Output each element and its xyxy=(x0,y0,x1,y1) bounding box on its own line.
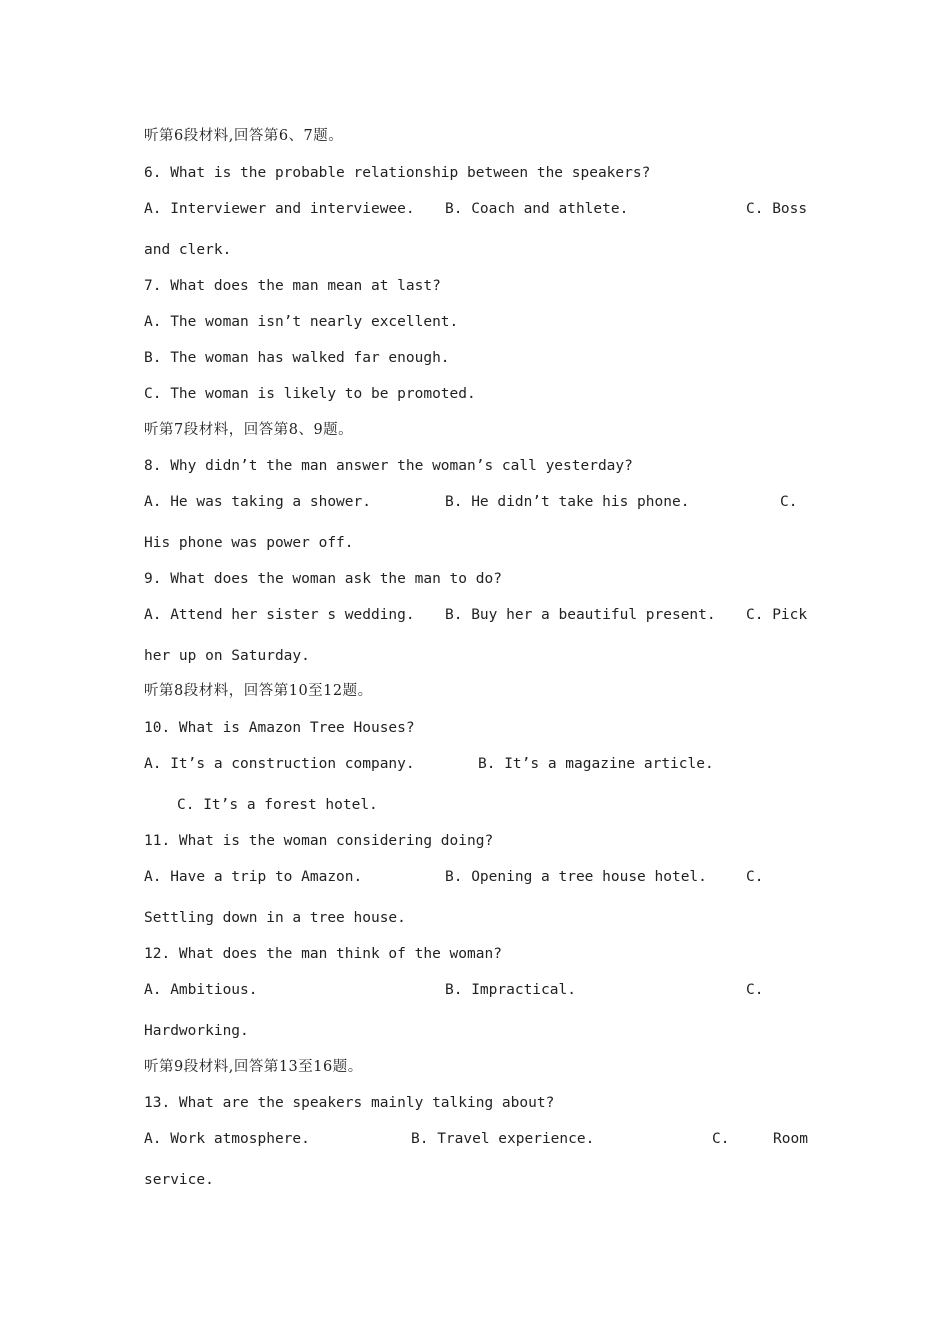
question-7-option-c: C. The woman is likely to be promoted. xyxy=(144,386,476,402)
question-8-option-c-continued: His phone was power off. xyxy=(144,535,354,551)
question-13-option-c-word: Room xyxy=(773,1131,808,1147)
question-12-option-c-continued: Hardworking. xyxy=(144,1023,249,1039)
section-heading-6: 听第6段材料,回答第6、7题。 xyxy=(144,128,344,144)
question-6-option-a: A. Interviewer and interviewee. xyxy=(144,201,415,217)
question-8-option-a: A. He was taking a shower. xyxy=(144,494,371,510)
question-7-option-b: B. The woman has walked far enough. xyxy=(144,350,450,366)
question-13-option-c-continued: service. xyxy=(144,1172,214,1188)
question-6-option-c: C. Boss xyxy=(746,201,808,217)
question-12-stem: 12. What does the man think of the woman? xyxy=(144,946,502,962)
question-7-stem: 7. What does the man mean at last? xyxy=(144,278,441,294)
question-13-option-c: C. xyxy=(712,1131,730,1147)
question-10-option-a: A. It’s a construction company. xyxy=(144,756,415,772)
question-11-option-c-continued: Settling down in a tree house. xyxy=(144,910,406,926)
question-7-option-a: A. The woman isn’t nearly excellent. xyxy=(144,314,459,330)
question-9-stem: 9. What does the woman ask the man to do? xyxy=(144,571,502,587)
question-10-option-b: B. It’s a magazine article. xyxy=(478,756,714,772)
question-11-option-c: C. xyxy=(746,869,764,885)
question-8-option-c: C. xyxy=(780,494,798,510)
question-6-option-c-continued: and clerk. xyxy=(144,242,232,258)
question-12-option-c: C. xyxy=(746,982,764,998)
question-6-option-b: B. Coach and athlete. xyxy=(445,201,629,217)
question-13-option-b: B. Travel experience. xyxy=(411,1131,595,1147)
question-10-stem: 10. What is Amazon Tree Houses? xyxy=(144,720,415,736)
question-11-stem: 11. What is the woman considering doing? xyxy=(144,833,494,849)
question-12-option-b: B. Impractical. xyxy=(445,982,576,998)
question-9-option-c-continued: her up on Saturday. xyxy=(144,648,310,664)
question-9-option-b: B. Buy her a beautiful present. xyxy=(445,607,716,623)
question-13-stem: 13. What are the speakers mainly talking about? xyxy=(144,1095,555,1111)
question-9-option-a: A. Attend her sister s wedding. xyxy=(144,607,415,623)
question-13-option-a: A. Work atmosphere. xyxy=(144,1131,310,1147)
question-6-stem: 6. What is the probable relationship between the speakers? xyxy=(144,165,651,181)
question-8-stem: 8. Why didn’t the man answer the woman’s call yesterday? xyxy=(144,458,633,474)
question-12-option-a: A. Ambitious. xyxy=(144,982,258,998)
question-11-option-a: A. Have a trip to Amazon. xyxy=(144,869,363,885)
section-heading-8: 听第8段材料，回答第10至12题。 xyxy=(144,683,373,699)
question-10-option-c: C. It’s a forest hotel. xyxy=(177,797,378,813)
section-heading-7: 听第7段材料，回答第8、9题。 xyxy=(144,422,354,438)
question-8-option-b: B. He didn’t take his phone. xyxy=(445,494,690,510)
section-heading-9: 听第9段材料,回答第13至16题。 xyxy=(144,1059,363,1075)
question-11-option-b: B. Opening a tree house hotel. xyxy=(445,869,707,885)
question-9-option-c: C. Pick xyxy=(746,607,808,623)
